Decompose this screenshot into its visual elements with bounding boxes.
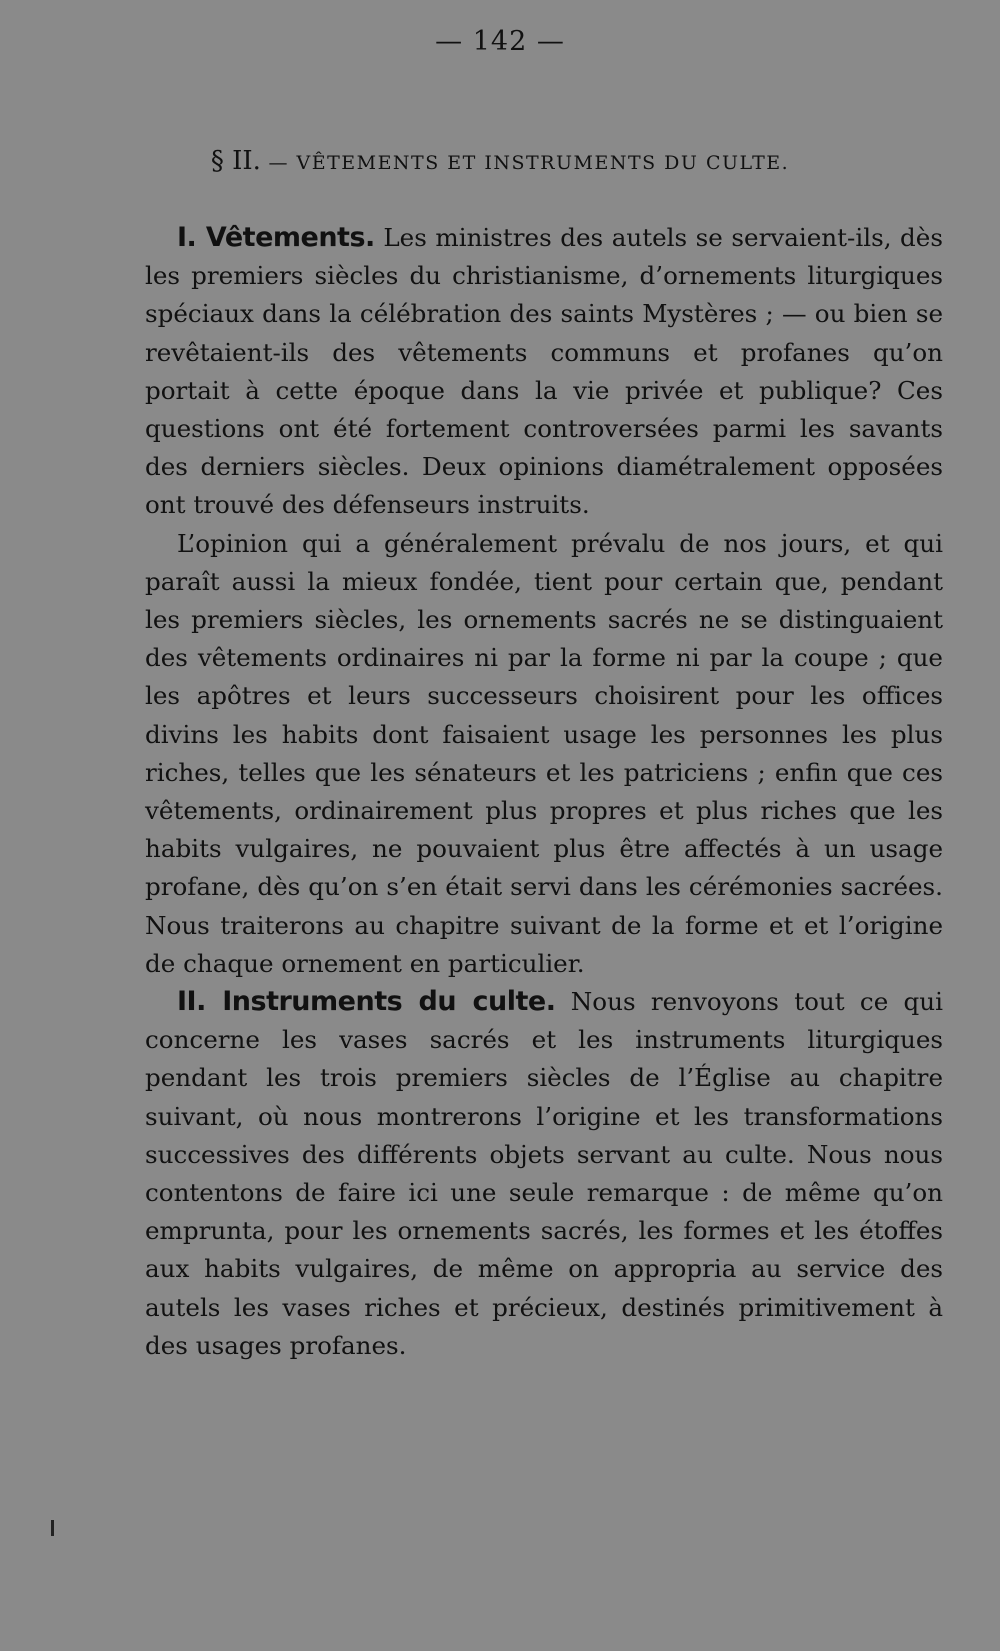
paragraph-vetements — [145, 219, 943, 525]
paragraph-text: Nous renvoyons tout ce qui concerne les vases sacrés et les instruments liturgiques pendant les trois premiers siècles de l’Église au chapitre suivant, où nous montrerons l’origine et les transformations successives des différents objets servant au culte. Nous nous contentons de faire ici une seule remarque : de même qu’on emprunta, pour les ornements sacrés, les formes et les étoffes aux habits vulgaires, de même on appropria au service des autels les vases riches et précieux, destinés primitivement à des usages profanes. — [145, 987, 944, 1360]
paragraph-opinion — [145, 525, 943, 983]
run-in-heading-vetements: I. Vêtements. — [177, 222, 375, 253]
margin-speck — [51, 1520, 54, 1536]
page-number: — 142 — — [435, 26, 565, 57]
body-text — [145, 219, 943, 1365]
section-heading — [0, 146, 1000, 176]
run-in-heading-instruments: II. Instruments du culte. — [177, 986, 556, 1018]
paragraph-text: Les ministres des autels se servaient-ils, dès les premiers siècles du christianisme, d’ornements liturgiques spéciaux dans la célébration des saints Mystères ; — ou bien se revêtaient-ils des vêtements communs et profanes qu’on portait à cette époque dans la vie privée et publique? Ces questions ont été fortement controversées parmi les savants des derniers siècles. Deux opinions diamétralement opposées ont trouvé des défenseurs instruits. — [145, 223, 943, 520]
section-title: — VÊTEMENTS ET INSTRUMENTS DU CULTE. — [268, 152, 790, 174]
paragraph-text: L’opinion qui a généralement prévalu de nos jours, et qui paraît aussi la mieux fondée, tient pour certain que, pendant les premiers siècles, les ornements sacrés ne se distinguaient des vêtements ordinaires ni par la forme ni par la coupe ; que les apôtres et leurs successeurs choisirent pour les offices divins les habits dont faisaient usage les personnes les plus riches, telles que les sénateurs et les patriciens ; enfin que ces vêtements, ordinairement plus propres et plus riches que les habits vulgaires, ne pouvaient plus être affectés à un usage profane, dès qu’on s’en était servi dans les cérémonies sacrées. Nous traiterons au chapitre suivant de la forme et et l’origine de chaque ornement en particulier. — [145, 528, 943, 978]
paragraph-instruments — [145, 983, 943, 1365]
section-mark: § II. — [210, 146, 261, 176]
